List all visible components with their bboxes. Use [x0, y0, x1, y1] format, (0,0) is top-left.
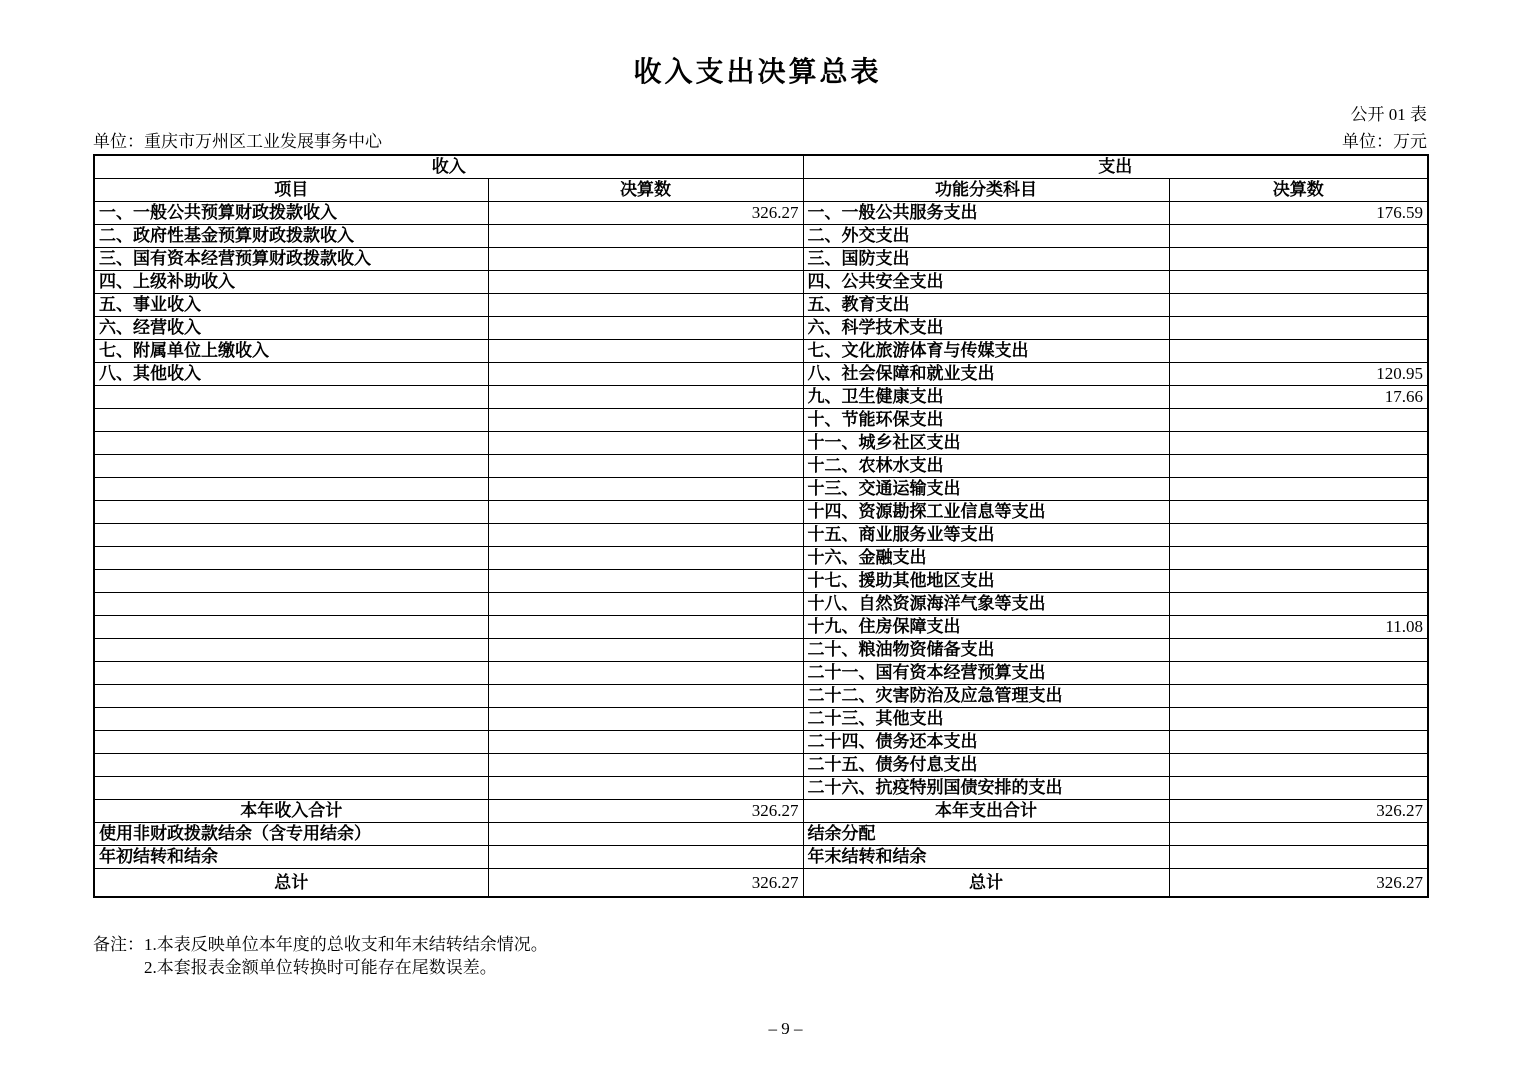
- expense-item-cell: 三、国防支出: [803, 247, 1169, 270]
- table-row: [94, 845, 1428, 868]
- expense-item-cell: 二十六、抗疫特别国债安排的支出: [803, 776, 1169, 799]
- expense-item-column-header: 功能分类科目: [803, 178, 1169, 201]
- expense-item-cell: 十、节能环保支出: [803, 408, 1169, 431]
- document-title: 收入支出决算总表: [633, 57, 882, 88]
- expense-value-cell: 176.59: [1169, 201, 1428, 224]
- expense-value-cell: 120.95: [1169, 362, 1428, 385]
- summary-table: [93, 154, 1429, 898]
- page-number: – 9 –: [768, 1019, 803, 1038]
- income-item-cell: [94, 523, 488, 546]
- income-value-cell: [488, 454, 803, 477]
- income-item-cell: 本年收入合计: [94, 799, 488, 822]
- expense-value-cell: 11.08: [1169, 615, 1428, 638]
- income-item-cell: [94, 431, 488, 454]
- expense-value-cell: [1169, 247, 1428, 270]
- expense-item-cell: 二十一、国有资本经营预算支出: [803, 661, 1169, 684]
- meta-line: [93, 127, 1427, 152]
- expense-item-cell: 二十三、其他支出: [803, 707, 1169, 730]
- income-item-cell: [94, 592, 488, 615]
- unit-measure: 单位：万元: [1342, 132, 1427, 151]
- expense-value-cell: [1169, 431, 1428, 454]
- income-item-cell: [94, 776, 488, 799]
- table-row: [94, 408, 1428, 431]
- expense-value-cell: [1169, 822, 1428, 845]
- table-row: [94, 224, 1428, 247]
- income-item-cell: 七、附属单位上缴收入: [94, 339, 488, 362]
- income-item-cell: 总计: [94, 868, 488, 897]
- income-item-cell: 使用非财政拨款结余（含专用结余）: [94, 822, 488, 845]
- income-value-cell: [488, 638, 803, 661]
- income-item-cell: [94, 684, 488, 707]
- table-row: [94, 707, 1428, 730]
- income-item-cell: 六、经营收入: [94, 316, 488, 339]
- expense-item-cell: 二、外交支出: [803, 224, 1169, 247]
- expense-value-cell: [1169, 500, 1428, 523]
- income-value-cell: [488, 753, 803, 776]
- expense-value-cell: 326.27: [1169, 868, 1428, 897]
- expense-item-cell: 本年支出合计: [803, 799, 1169, 822]
- income-value-cell: [488, 362, 803, 385]
- expense-item-cell: 七、文化旅游体育与传媒支出: [803, 339, 1169, 362]
- expense-item-cell: 八、社会保障和就业支出: [803, 362, 1169, 385]
- expense-value-cell: [1169, 845, 1428, 868]
- expense-item-cell: 六、科学技术支出: [803, 316, 1169, 339]
- expense-value-cell: [1169, 707, 1428, 730]
- expense-item-cell: 一、一般公共服务支出: [803, 201, 1169, 224]
- expense-item-cell: 九、卫生健康支出: [803, 385, 1169, 408]
- table-row: [94, 500, 1428, 523]
- income-value-cell: 326.27: [488, 201, 803, 224]
- income-value-cell: [488, 822, 803, 845]
- expense-value-cell: 17.66: [1169, 385, 1428, 408]
- income-item-cell: [94, 753, 488, 776]
- expense-item-cell: 十六、金融支出: [803, 546, 1169, 569]
- expense-item-cell: 四、公共安全支出: [803, 270, 1169, 293]
- table-row: [94, 661, 1428, 684]
- income-value-cell: [488, 477, 803, 500]
- income-value-cell: 326.27: [488, 799, 803, 822]
- income-item-cell: [94, 477, 488, 500]
- income-value-cell: [488, 546, 803, 569]
- section-header-row: [94, 155, 1428, 178]
- table-row: [94, 822, 1428, 845]
- table-row: [94, 546, 1428, 569]
- income-item-cell: [94, 546, 488, 569]
- expense-value-cell: [1169, 270, 1428, 293]
- income-value-cell: [488, 500, 803, 523]
- income-value-cell: [488, 293, 803, 316]
- income-value-cell: [488, 385, 803, 408]
- expense-item-cell: 年末结转和结余: [803, 845, 1169, 868]
- expense-item-cell: 结余分配: [803, 822, 1169, 845]
- income-value-cell: [488, 408, 803, 431]
- expense-value-column-header: 决算数: [1169, 178, 1428, 201]
- expense-value-cell: [1169, 477, 1428, 500]
- income-value-cell: [488, 661, 803, 684]
- income-value-cell: [488, 316, 803, 339]
- income-value-cell: [488, 845, 803, 868]
- unit-name: 单位：重庆市万州区工业发展事务中心: [93, 132, 382, 151]
- income-section-header: 收入: [94, 155, 803, 178]
- income-value-cell: [488, 730, 803, 753]
- income-value-cell: [488, 776, 803, 799]
- expense-item-cell: 十八、自然资源海洋气象等支出: [803, 592, 1169, 615]
- income-item-cell: [94, 408, 488, 431]
- expense-value-cell: [1169, 569, 1428, 592]
- table-row: [94, 247, 1428, 270]
- income-item-cell: [94, 730, 488, 753]
- notes-lines: [144, 934, 548, 980]
- income-item-cell: 年初结转和结余: [94, 845, 488, 868]
- income-item-cell: 八、其他收入: [94, 362, 488, 385]
- income-value-column-header: 决算数: [488, 178, 803, 201]
- expense-value-cell: 326.27: [1169, 799, 1428, 822]
- expense-value-cell: [1169, 316, 1428, 339]
- income-item-cell: [94, 500, 488, 523]
- income-item-cell: [94, 454, 488, 477]
- expense-item-cell: 二十五、债务付息支出: [803, 753, 1169, 776]
- expense-item-cell: 二十四、债务还本支出: [803, 730, 1169, 753]
- table-row: [94, 339, 1428, 362]
- notes-block: [93, 934, 1427, 980]
- table-row: [94, 776, 1428, 799]
- expense-item-cell: 十二、农林水支出: [803, 454, 1169, 477]
- income-item-cell: [94, 385, 488, 408]
- expense-value-cell: [1169, 661, 1428, 684]
- income-item-column-header: 项目: [94, 178, 488, 201]
- table-header: [94, 155, 1428, 201]
- expense-item-cell: 总计: [803, 868, 1169, 897]
- expense-item-cell: 十四、资源勘探工业信息等支出: [803, 500, 1169, 523]
- table-row: [94, 454, 1428, 477]
- table-row: [94, 523, 1428, 546]
- expense-value-cell: [1169, 454, 1428, 477]
- income-value-cell: [488, 569, 803, 592]
- expense-value-cell: [1169, 753, 1428, 776]
- income-value-cell: [488, 431, 803, 454]
- expense-value-cell: [1169, 592, 1428, 615]
- income-item-cell: 三、国有资本经营预算财政拨款收入: [94, 247, 488, 270]
- income-item-cell: 五、事业收入: [94, 293, 488, 316]
- expense-item-cell: 十一、城乡社区支出: [803, 431, 1169, 454]
- income-value-cell: [488, 523, 803, 546]
- table-body: [94, 201, 1428, 897]
- column-header-row: [94, 178, 1428, 201]
- income-value-cell: [488, 684, 803, 707]
- table-row: [94, 316, 1428, 339]
- expense-value-cell: [1169, 638, 1428, 661]
- income-item-cell: [94, 661, 488, 684]
- income-value-cell: [488, 339, 803, 362]
- income-item-cell: 四、上级补助收入: [94, 270, 488, 293]
- table-row: [94, 293, 1428, 316]
- expense-item-cell: 五、教育支出: [803, 293, 1169, 316]
- expense-value-cell: [1169, 776, 1428, 799]
- income-item-cell: 二、政府性基金预算财政拨款收入: [94, 224, 488, 247]
- income-value-cell: [488, 707, 803, 730]
- income-value-cell: [488, 270, 803, 293]
- expense-value-cell: [1169, 408, 1428, 431]
- income-value-cell: [488, 592, 803, 615]
- income-item-cell: [94, 638, 488, 661]
- expense-value-cell: [1169, 224, 1428, 247]
- table-row: [94, 362, 1428, 385]
- expense-value-cell: [1169, 684, 1428, 707]
- expense-item-cell: 十五、商业服务业等支出: [803, 523, 1169, 546]
- expense-item-cell: 十九、住房保障支出: [803, 615, 1169, 638]
- table-row: [94, 753, 1428, 776]
- table-code: 公开 01 表: [1350, 105, 1427, 124]
- income-value-cell: [488, 224, 803, 247]
- notes-label: 备注：: [93, 935, 144, 954]
- income-item-cell: 一、一般公共预算财政拨款收入: [94, 201, 488, 224]
- table-row: [94, 201, 1428, 224]
- table-row: [94, 431, 1428, 454]
- note-line: 1.本表反映单位本年度的总收支和年末结转结余情况。: [144, 935, 548, 954]
- expense-item-cell: 十三、交通运输支出: [803, 477, 1169, 500]
- expense-value-cell: [1169, 339, 1428, 362]
- table-row: [94, 615, 1428, 638]
- table-row: [94, 385, 1428, 408]
- table-row: [94, 684, 1428, 707]
- table-row: [94, 569, 1428, 592]
- expense-value-cell: [1169, 523, 1428, 546]
- expense-value-cell: [1169, 293, 1428, 316]
- expense-item-cell: 二十、粮油物资储备支出: [803, 638, 1169, 661]
- income-item-cell: [94, 615, 488, 638]
- income-value-cell: 326.27: [488, 868, 803, 897]
- income-value-cell: [488, 247, 803, 270]
- expense-value-cell: [1169, 546, 1428, 569]
- income-item-cell: [94, 569, 488, 592]
- table-row: [94, 730, 1428, 753]
- note-line: 2.本套报表金额单位转换时可能存在尾数误差。: [144, 957, 497, 977]
- expense-item-cell: 十七、援助其他地区支出: [803, 569, 1169, 592]
- table-row: [94, 638, 1428, 661]
- table-row: [94, 270, 1428, 293]
- table-row: [94, 799, 1428, 822]
- expense-item-cell: 二十二、灾害防治及应急管理支出: [803, 684, 1169, 707]
- income-value-cell: [488, 615, 803, 638]
- table-row: [94, 477, 1428, 500]
- table-row: [94, 868, 1428, 897]
- income-item-cell: [94, 707, 488, 730]
- expense-value-cell: [1169, 730, 1428, 753]
- expense-section-header: 支出: [803, 155, 1428, 178]
- table-row: [94, 592, 1428, 615]
